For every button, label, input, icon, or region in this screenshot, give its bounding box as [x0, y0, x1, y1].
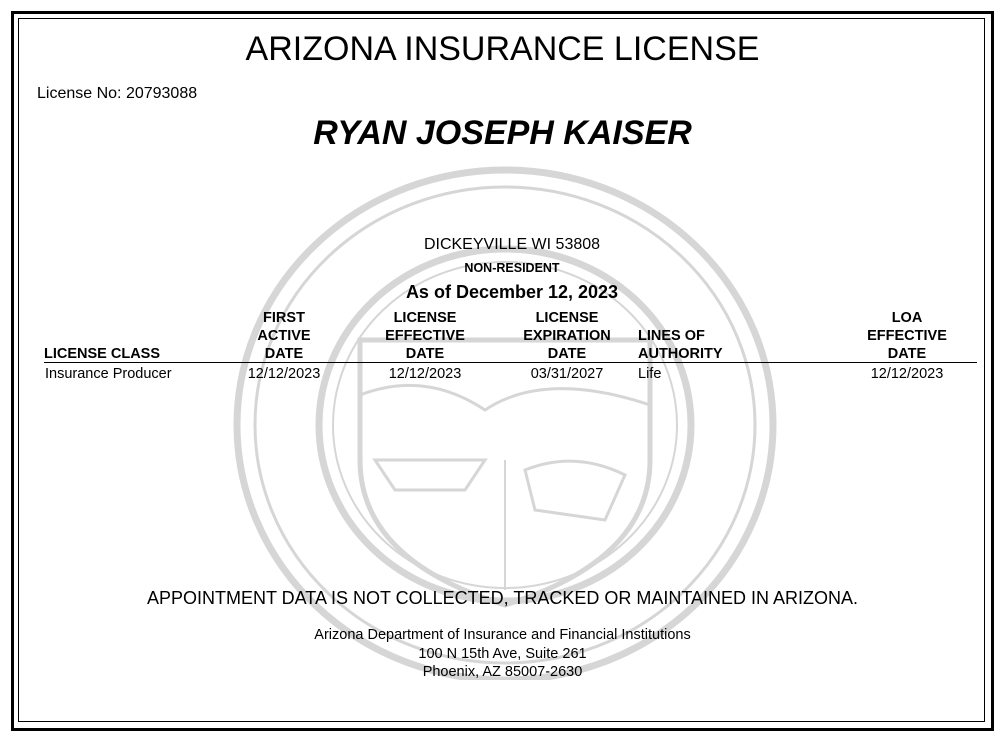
address-line-department: Arizona Department of Insurance and Financial Institutions	[314, 627, 691, 643]
cell-loa-effective-date: 12/12/2023	[870, 366, 944, 382]
as-of-date: As of December 12, 2023	[405, 282, 619, 302]
cell-license-effective-date: 12/12/2023	[388, 366, 462, 382]
header-divider	[44, 362, 977, 363]
address-line-street: 100 N 15th Ave, Suite 261	[418, 646, 587, 662]
page-title: ARIZONA INSURANCE LICENSE	[245, 30, 760, 68]
header-loa-effective-date: LOA EFFECTIVE DATE	[867, 310, 947, 362]
residency-status: NON-RESIDENT	[464, 261, 560, 275]
license-number: License No: 20793088	[37, 85, 198, 102]
cell-license-expiration-date: 03/31/2027	[530, 366, 604, 382]
header-first-active-date: FIRST ACTIVE DATE	[257, 310, 311, 362]
header-license-effective-date: LICENSE EFFECTIVE DATE	[385, 310, 465, 362]
licensee-location: DICKEYVILLE WI 53808	[423, 236, 601, 253]
appointment-notice: APPOINTMENT DATA IS NOT COLLECTED, TRACKED OR MAINTAINED IN ARIZONA.	[146, 588, 859, 608]
cell-lines-of-authority: Life	[638, 366, 662, 382]
licensee-name: RYAN JOSEPH KAISER	[313, 114, 692, 152]
cell-license-class: Insurance Producer	[45, 366, 172, 382]
header-lines-of-authority: LINES OF AUTHORITY	[638, 328, 723, 362]
cell-first-active-date: 12/12/2023	[247, 366, 321, 382]
header-license-expiration-date: LICENSE EXPIRATION DATE	[523, 310, 611, 362]
header-license-class: LICENSE CLASS	[44, 346, 161, 362]
address-line-city: Phoenix, AZ 85007-2630	[422, 664, 583, 680]
